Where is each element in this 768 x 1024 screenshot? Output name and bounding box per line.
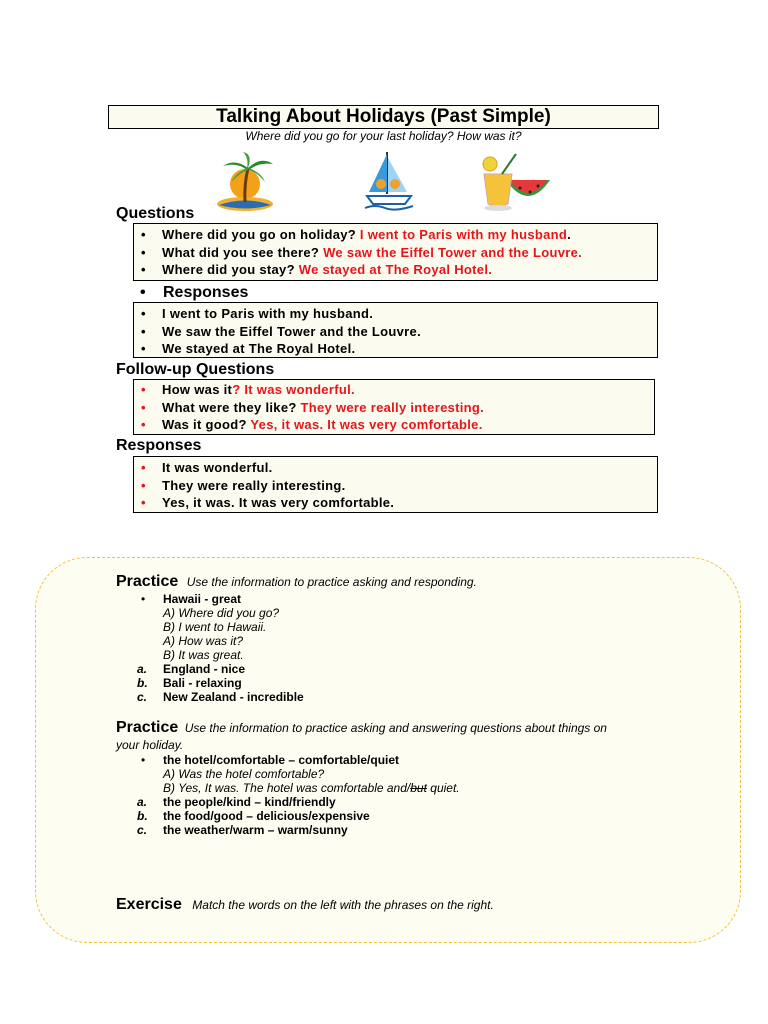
practice1-instruction: Use the information to practice asking and responding. <box>186 575 477 589</box>
page-title: Talking About Holidays (Past Simple) <box>108 105 659 129</box>
palm-island-icon <box>215 150 275 212</box>
list-item: • What were they like? They were really interesting. <box>134 399 654 417</box>
sailboat-icon <box>363 150 415 212</box>
responses-box <box>133 302 658 358</box>
practice1-heading: Practice <box>116 573 179 590</box>
followup-heading: Follow-up Questions <box>116 361 275 378</box>
list-item: • We stayed at The Royal Hotel. <box>134 340 657 358</box>
exercise-heading: Exercise <box>116 896 182 913</box>
list-item: • They were really interesting. <box>134 477 657 495</box>
responses-heading: • Responses <box>140 284 249 301</box>
questions-heading: Questions <box>116 205 195 222</box>
practice1-header <box>116 573 477 591</box>
practice2-header <box>116 719 676 752</box>
practice2-instruction: Use the information to practice asking and answering questions about things on <box>184 721 607 735</box>
practice2-instruction-cont: your holiday. <box>116 738 184 752</box>
list-item: • How was it? It was wonderful. <box>134 381 654 399</box>
list-item: • What did you see there? We saw the Eiffel Tower and the Louvre. <box>134 244 657 262</box>
practice2-list: • the hotel/comfortable – comfortable/quiet A) Was the hotel comfortable? B) Yes, It was. The hotel was comfortable and/but quiet. a. the people/kind – kind/friendly b. the food/good – delicious/expensive c. the weather/warm – warm/sunny <box>137 753 460 837</box>
list-item: • Was it good? Yes, it was. It was very comfortable. <box>134 416 654 434</box>
list-item: • We saw the Eiffel Tower and the Louvre. <box>134 323 657 341</box>
exercise-instruction: Match the words on the left with the phrases on the right. <box>192 898 494 912</box>
practice2-heading: Practice <box>116 719 179 736</box>
list-item: • Where did you go on holiday? I went to Paris with my husband. <box>134 226 657 244</box>
list-item: • Where did you stay? We stayed at The Royal Hotel. <box>134 261 657 279</box>
exercise-header <box>116 896 494 914</box>
responses2-box <box>133 456 658 513</box>
cocktail-watermelon-icon <box>478 152 552 214</box>
responses2-heading: Responses <box>116 437 202 454</box>
list-item: • It was wonderful. <box>134 459 657 477</box>
questions-box <box>133 223 658 281</box>
followup-box <box>133 379 655 435</box>
list-item: • Yes, it was. It was very comfortable. <box>134 494 657 512</box>
list-item: • I went to Paris with my husband. <box>134 305 657 323</box>
page-subtitle: Where did you go for your last holiday? How was it? <box>245 129 522 143</box>
practice1-list: • Hawaii - great A) Where did you go? B) I went to Hawaii. A) How was it? B) It was great. a. England - nice b. Bali - relaxing c. New Zealand - incredible <box>137 592 304 704</box>
